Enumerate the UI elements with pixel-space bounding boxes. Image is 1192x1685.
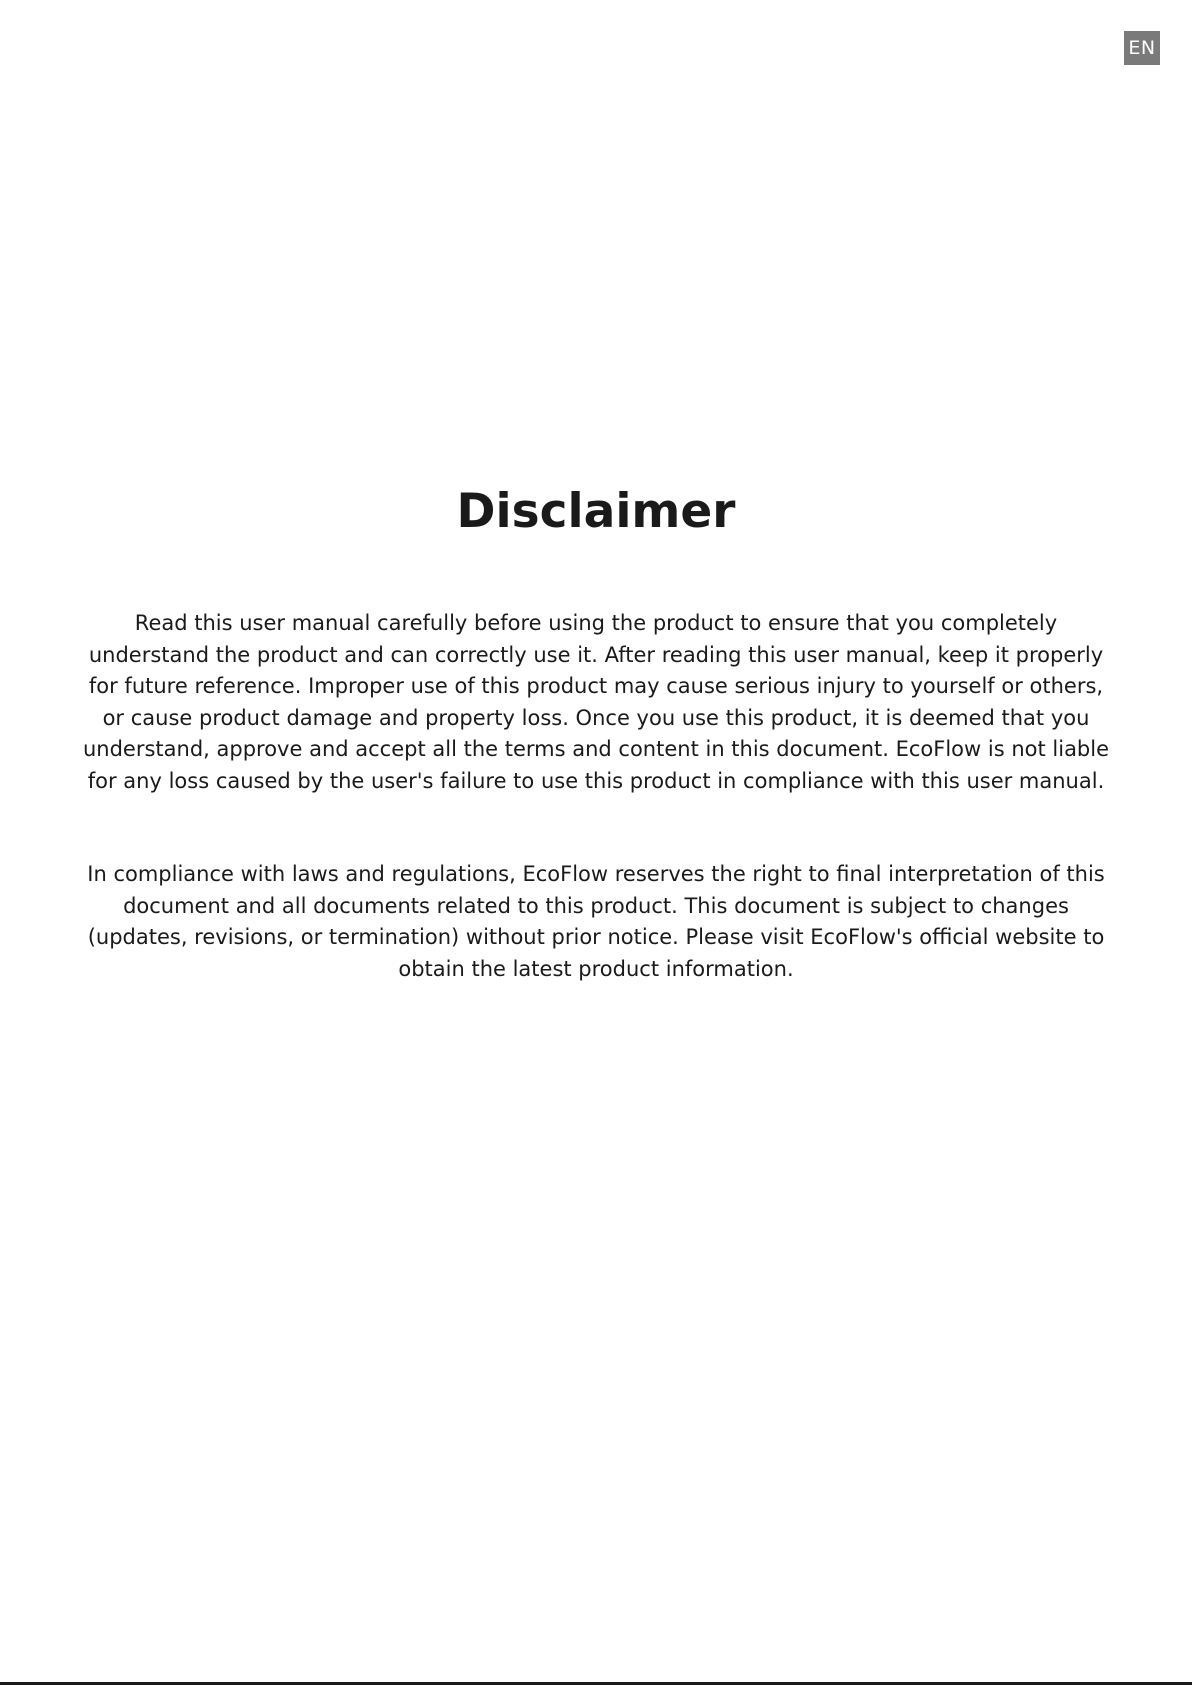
disclaimer-paragraph-1: Read this user manual carefully before using the product to ensure that you completely understand the product and can correctly use it. After reading this user manual, keep it properly for future reference. Improper use of this product may cause serious injury to yourself or others, or cause product damage and property loss. Once you use this product, it is deemed that you understand, approve and accept all the terms and content in this document. EcoFlow is not liable for any loss caused by the user's failure to use this product in compliance with this user manual. [82, 611, 1110, 793]
disclaimer-paragraph-2: In compliance with laws and regulations, EcoFlow reserves the right to final interpretation of this document and all documents related to this product. This document is subject to changes (updates, revisions, or termination) without prior notice. Please visit EcoFlow's official website to obtain the latest product information. [87, 862, 1105, 981]
page-title: Disclaimer [456, 484, 736, 539]
language-badge: EN [1124, 31, 1160, 65]
